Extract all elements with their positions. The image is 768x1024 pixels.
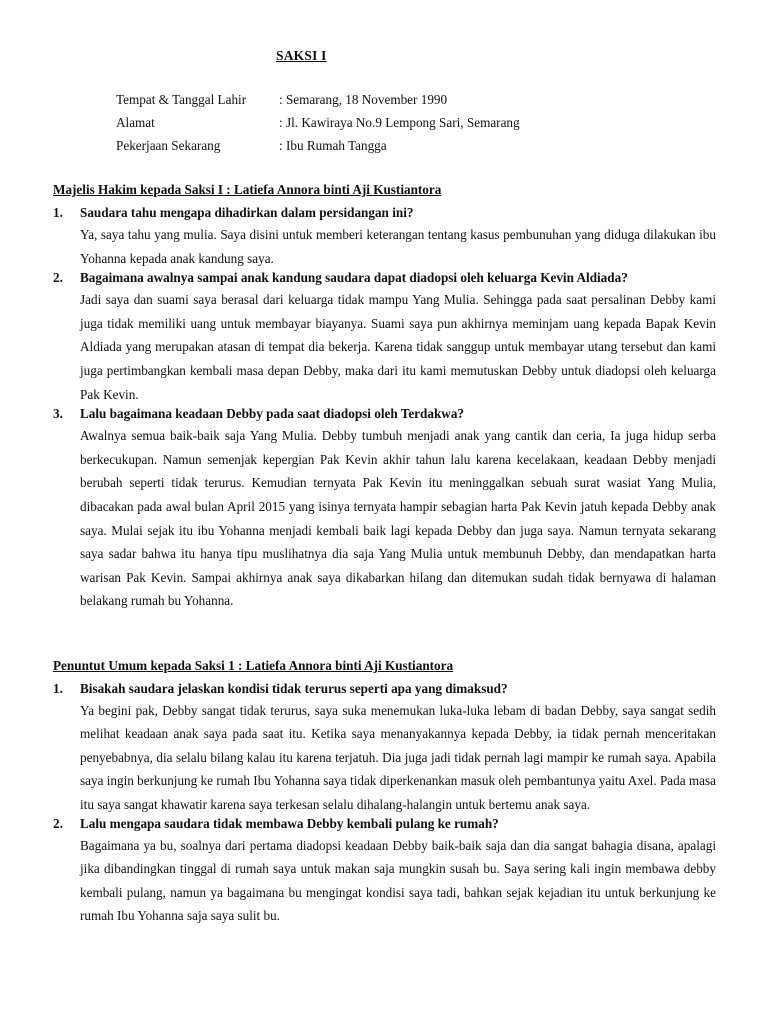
question-number: 1.: [53, 205, 63, 220]
qa-item: [53, 270, 716, 406]
qa-item: [53, 205, 716, 270]
identity-row-occupation: [116, 138, 520, 161]
identity-value: : Jl. Kawiraya No.9 Lempong Sari, Semarang: [279, 115, 520, 130]
document-title: SAKSI I: [276, 48, 327, 63]
question-text: Saudara tahu mengapa dihadirkan dalam persidangan ini?: [80, 205, 414, 220]
identity-value: : Semarang, 18 November 1990: [279, 92, 448, 107]
question-number: 3.: [53, 406, 63, 422]
identity-label: Alamat: [116, 115, 155, 130]
answer-text: Jadi saya dan suami saya berasal dari keluarga tidak mampu Yang Mulia. Sehingga pada saat persalinan Debby kami juga tidak memiliki uang untuk membayar biayanya. Suami saya pun akhirnya meminjam uang kepada Bapak Kevin Aldiada yang merupakan atasan di tempat dia bekerja. Karena tidak sanggup untuk membayar utang tersebut dan kami juga pertimbangkan kembali masa depan Debby, maka dari itu kami memutuskan Debby untuk diadopsi oleh keluarga Pak Kevin.: [80, 292, 716, 402]
identity-row-birth: [116, 92, 520, 115]
section-heading: Penuntut Umum kepada Saksi 1 : Latiefa Annora binti Aji Kustiantora: [53, 658, 454, 673]
question-text: Lalu mengapa saudara tidak membawa Debby kembali pulang ke rumah?: [80, 816, 499, 832]
qa-item: [53, 816, 716, 928]
section-judge-questions: [53, 182, 716, 613]
question-text: Lalu bagaimana keadaan Debby pada saat diadopsi oleh Terdakwa?: [80, 406, 465, 422]
question-number: 2.: [53, 270, 63, 286]
section-prosecutor-questions: [53, 658, 716, 928]
identity-row-address: [116, 115, 520, 138]
identity-label: Pekerjaan Sekarang: [116, 138, 221, 153]
answer-text: Awalnya semua baik-baik saja Yang Mulia. Debby tumbuh menjadi anak yang cantik dan ceria, Ia juga hidup serba berkecukupan. Namun semenjak kepergian Pak Kevin akhir tahun lalu karena kecelakaan, keadaan Debby menjadi berubah seperti tidak terurus. Kemudian ternyata Pak Kevin itu meninggalkan sebuah surat wasiat Yang Mulia, dibacakan pada awal bulan April 2015 yang isinya ternyata hampir sebagian harta Pak Kevin jatuh kepada Debby anak saya. Mulai sejak itu ibu Yohanna menjadi kembali baik lagi kepada Debby dan juga saya. Namun ternyata sekarang saya sadar bahwa itu hanya tipu muslihatnya dia saja Yang Mulia untuk membunuh Debby, dan mendapatkan harta warisan Pak Kevin. Sampai akhirnya anak saya dikabarkan hilang dan ditemukan sudah tidak bernyawa di halaman belakang rumah bu Yohanna.: [80, 428, 716, 609]
section-heading: Majelis Hakim kepada Saksi I : Latiefa Annora binti Aji Kustiantora: [53, 182, 442, 197]
qa-item: [53, 406, 716, 613]
answer-text: Bagaimana ya bu, soalnya dari pertama diadopsi keadaan Debby baik-baik saja dan dia sangat bahagia disana, apalagi jika dibandingkan tinggal di rumah saya untuk makan saja mungkin susah bu. Saya sering kali ingin membawa debby kembali pulang, namun ya bagaimana bu mengingat kondisi saya tadi, bahkan sejak kejadian itu untuk berkunjung ke rumah Ibu Yohanna saja saya sulit bu.: [80, 838, 716, 924]
witness-identity: [116, 92, 520, 161]
answer-text: Ya begini pak, Debby sangat tidak terurus, saya suka menemukan luka-luka lebam di badan Debby, saya sangat sedih melihat keadaan anak saya pada saat itu. Ketika saya menanyakannya kepada Debby, ia tidak pernah menceritakan penyebabnya, dia selalu bilang kalau itu karena terjatuh. Dia juga jadi tidak pernah lagi mampir ke rumah saya. Apabila saya ingin berkunjung ke rumah Ibu Yohanna saya tidak diperkenankan masuk oleh pembantunya yaitu Axel. Pada masa itu saya sangat khawatir karena saya terkesan selalu dihalang-halangin untuk bertemu anak saya.: [80, 703, 716, 812]
question-text: Bagaimana awalnya sampai anak kandung saudara dapat diadopsi oleh keluarga Kevin Aldiada?: [80, 270, 628, 286]
question-number: 2.: [53, 816, 63, 832]
question-number: 1.: [53, 681, 63, 696]
identity-label: Tempat & Tanggal Lahir: [116, 92, 247, 107]
identity-value: : Ibu Rumah Tangga: [279, 138, 387, 153]
answer-text: Ya, saya tahu yang mulia. Saya disini untuk memberi keterangan tentang kasus pembunuhan yang diduga dilakukan ibu Yohanna kepada anak kandung saya.: [80, 227, 716, 266]
question-text: Bisakah saudara jelaskan kondisi tidak terurus seperti apa yang dimaksud?: [80, 681, 508, 696]
qa-item: [53, 681, 716, 816]
